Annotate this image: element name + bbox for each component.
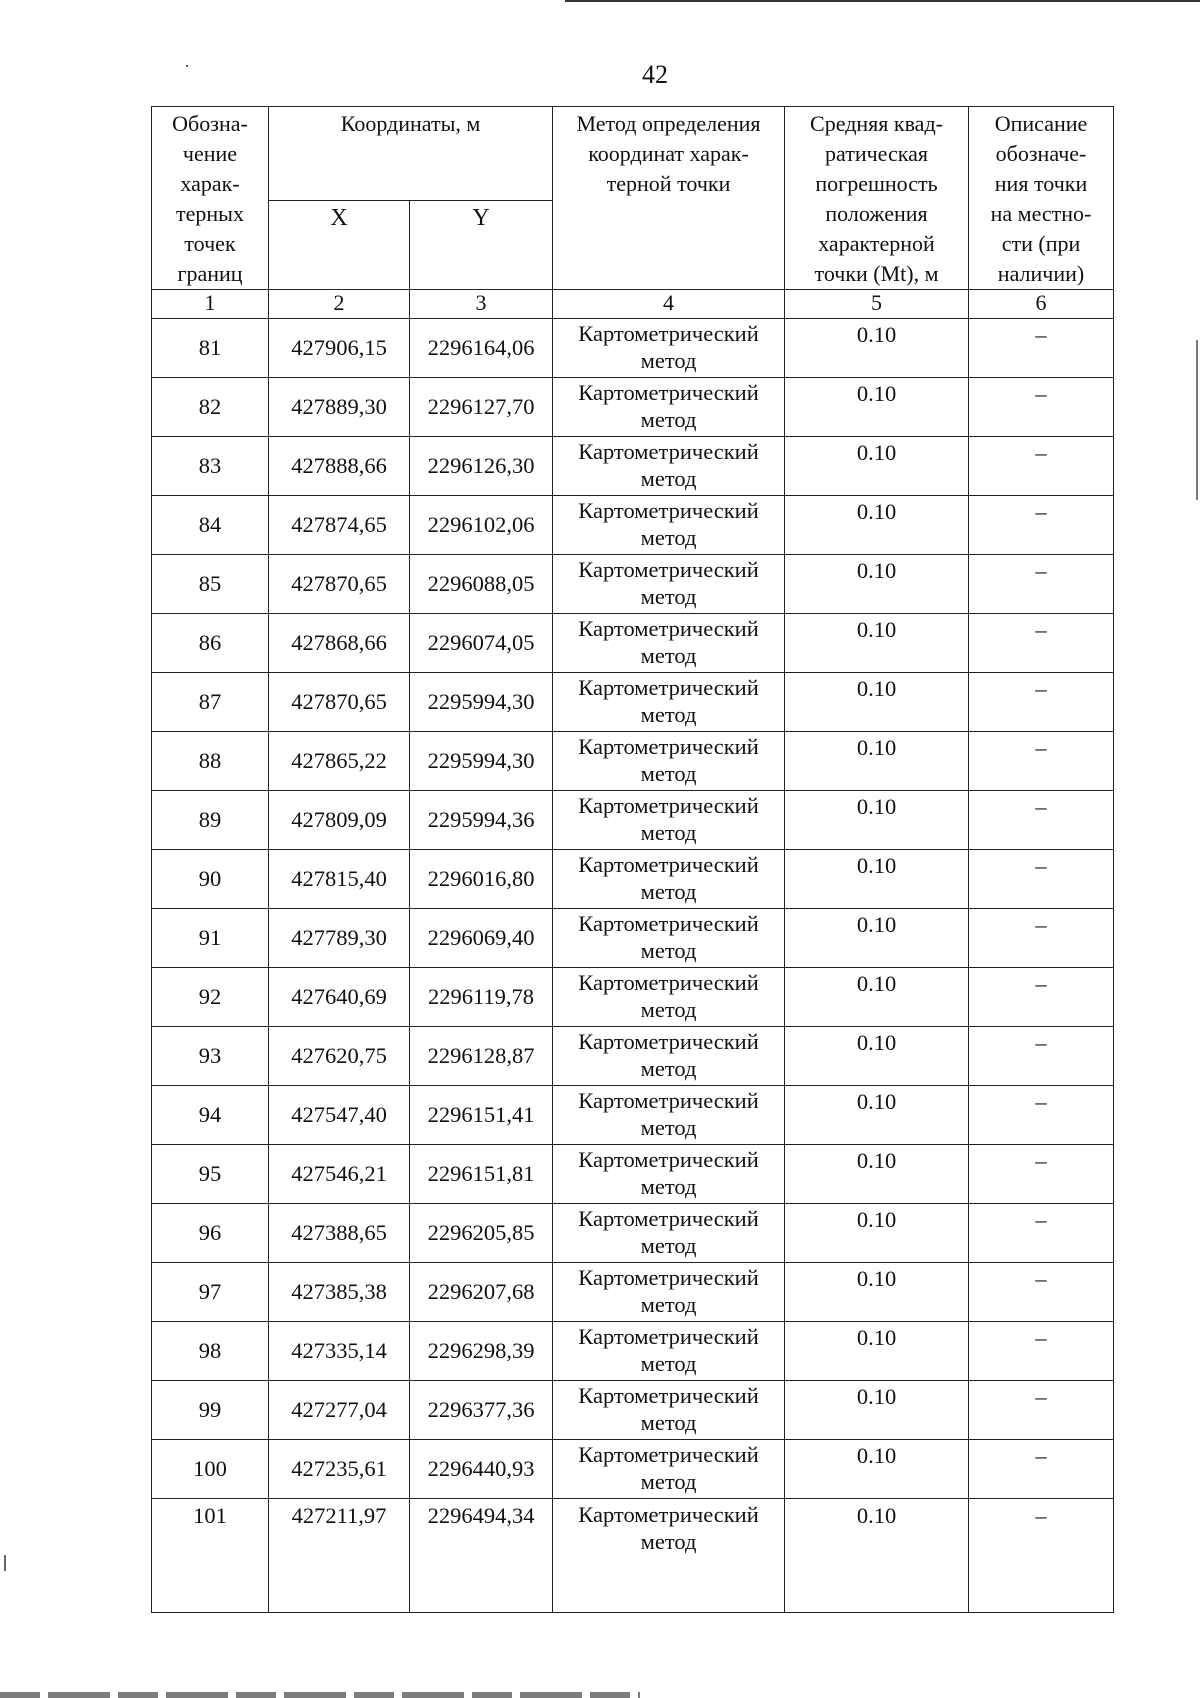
description-cell: –: [969, 1381, 1114, 1440]
description-cell: –: [969, 1204, 1114, 1263]
header-point-designation: [152, 107, 269, 290]
error-cell: 0.10: [785, 1145, 969, 1204]
y-coordinate-cell: 2296088,05: [410, 555, 553, 614]
point-number-cell: 88: [152, 732, 269, 791]
description-cell: –: [969, 1322, 1114, 1381]
scan-border-bottom: [0, 1692, 640, 1698]
error-cell: 0.10: [785, 319, 969, 378]
point-number-cell: 89: [152, 791, 269, 850]
method-cell: Картометрический метод: [553, 968, 785, 1027]
x-coordinate-cell: 427809,09: [269, 791, 410, 850]
error-cell: 0.10: [785, 555, 969, 614]
description-cell: –: [969, 1086, 1114, 1145]
table-row: [152, 732, 1114, 791]
column-number: 6: [969, 290, 1114, 319]
page-number: 42: [642, 60, 668, 89]
x-coordinate-cell: 427211,97: [269, 1499, 410, 1613]
point-number-cell: 96: [152, 1204, 269, 1263]
method-cell: Картометрический метод: [553, 1499, 785, 1613]
error-cell: 0.10: [785, 614, 969, 673]
table-row: [152, 1086, 1114, 1145]
point-number-cell: 90: [152, 850, 269, 909]
point-number-cell: 86: [152, 614, 269, 673]
y-coordinate-cell: 2296119,78: [410, 968, 553, 1027]
table-row: [152, 1204, 1114, 1263]
column-number: 4: [553, 290, 785, 319]
point-number-cell: 93: [152, 1027, 269, 1086]
error-cell: 0.10: [785, 850, 969, 909]
table-row: [152, 614, 1114, 673]
header-method: [553, 107, 785, 290]
x-coordinate-cell: 427385,38: [269, 1263, 410, 1322]
x-coordinate-cell: 427235,61: [269, 1440, 410, 1499]
point-number-cell: 91: [152, 909, 269, 968]
table-row: [152, 1499, 1114, 1613]
error-cell: 0.10: [785, 1263, 969, 1322]
y-coordinate-cell: 2296205,85: [410, 1204, 553, 1263]
error-cell: 0.10: [785, 1440, 969, 1499]
description-cell: –: [969, 614, 1114, 673]
error-cell: 0.10: [785, 791, 969, 850]
y-coordinate-cell: 2296164,06: [410, 319, 553, 378]
point-number-cell: 81: [152, 319, 269, 378]
method-cell: Картометрический метод: [553, 1086, 785, 1145]
point-number-cell: 97: [152, 1263, 269, 1322]
method-cell: Картометрический метод: [553, 1027, 785, 1086]
x-coordinate-cell: 427889,30: [269, 378, 410, 437]
table-header: [152, 107, 1114, 319]
point-number-cell: 101: [152, 1499, 269, 1613]
point-number-cell: 99: [152, 1381, 269, 1440]
description-cell: –: [969, 968, 1114, 1027]
description-cell: –: [969, 673, 1114, 732]
table-row: [152, 1027, 1114, 1086]
error-cell: 0.10: [785, 909, 969, 968]
table-body: [152, 319, 1114, 1613]
method-cell: Картометрический метод: [553, 791, 785, 850]
method-cell: Картометрический метод: [553, 555, 785, 614]
x-coordinate-cell: 427547,40: [269, 1086, 410, 1145]
description-cell: –: [969, 1440, 1114, 1499]
y-coordinate-cell: 2296074,05: [410, 614, 553, 673]
y-coordinate-cell: 2296102,06: [410, 496, 553, 555]
header-error: [785, 107, 969, 290]
point-number-cell: 94: [152, 1086, 269, 1145]
column-number: 3: [410, 290, 553, 319]
y-coordinate-cell: 2295994,30: [410, 673, 553, 732]
method-cell: Картометрический метод: [553, 1204, 785, 1263]
error-cell: 0.10: [785, 378, 969, 437]
x-coordinate-cell: 427277,04: [269, 1381, 410, 1440]
table-row: [152, 319, 1114, 378]
error-cell: 0.10: [785, 732, 969, 791]
x-coordinate-cell: 427388,65: [269, 1204, 410, 1263]
table-row: [152, 496, 1114, 555]
method-cell: Картометрический метод: [553, 1322, 785, 1381]
error-cell: 0.10: [785, 496, 969, 555]
x-coordinate-cell: 427870,65: [269, 555, 410, 614]
y-coordinate-cell: 2296298,39: [410, 1322, 553, 1381]
description-cell: –: [969, 1263, 1114, 1322]
table-row: [152, 1440, 1114, 1499]
method-cell: Картометрический метод: [553, 437, 785, 496]
point-number-cell: 83: [152, 437, 269, 496]
table-row: [152, 1322, 1114, 1381]
x-coordinate-cell: 427874,65: [269, 496, 410, 555]
column-number: 1: [152, 290, 269, 319]
error-cell: 0.10: [785, 437, 969, 496]
x-coordinate-cell: 427870,65: [269, 673, 410, 732]
method-cell: Картометрический метод: [553, 614, 785, 673]
x-coordinate-cell: 427335,14: [269, 1322, 410, 1381]
description-cell: –: [969, 496, 1114, 555]
method-cell: Картометрический метод: [553, 673, 785, 732]
description-cell: –: [969, 1499, 1114, 1613]
table-row: [152, 1381, 1114, 1440]
table-row: [152, 791, 1114, 850]
scan-border-right: [1196, 340, 1198, 500]
error-cell: 0.10: [785, 1086, 969, 1145]
table-row: [152, 378, 1114, 437]
method-cell: Картометрический метод: [553, 1381, 785, 1440]
point-number-cell: 100: [152, 1440, 269, 1499]
description-cell: –: [969, 791, 1114, 850]
point-number-cell: 98: [152, 1322, 269, 1381]
y-coordinate-cell: 2296440,93: [410, 1440, 553, 1499]
y-coordinate-cell: 2295994,36: [410, 791, 553, 850]
method-cell: Картометрический метод: [553, 496, 785, 555]
description-cell: –: [969, 850, 1114, 909]
table-row: [152, 850, 1114, 909]
method-cell: Картометрический метод: [553, 378, 785, 437]
y-coordinate-cell: 2296494,34: [410, 1499, 553, 1613]
point-number-cell: 95: [152, 1145, 269, 1204]
scan-border-top: [565, 0, 1200, 2]
x-coordinate-cell: 427620,75: [269, 1027, 410, 1086]
description-cell: –: [969, 319, 1114, 378]
table-row: [152, 968, 1114, 1027]
column-numbers-row: [152, 290, 1114, 319]
coordinates-table: [151, 106, 1114, 1613]
table-row: [152, 437, 1114, 496]
point-number-cell: 84: [152, 496, 269, 555]
method-cell: Картометрический метод: [553, 1145, 785, 1204]
scan-mark-left: [4, 1555, 6, 1571]
description-cell: –: [969, 1027, 1114, 1086]
y-coordinate-cell: 2296207,68: [410, 1263, 553, 1322]
y-coordinate-cell: 2296377,36: [410, 1381, 553, 1440]
error-cell: 0.10: [785, 1204, 969, 1263]
description-cell: –: [969, 732, 1114, 791]
error-cell: 0.10: [785, 1381, 969, 1440]
x-coordinate-cell: 427815,40: [269, 850, 410, 909]
column-number: 2: [269, 290, 410, 319]
description-cell: –: [969, 437, 1114, 496]
header-error-text: Средняя квад- ратическая погрешность положения характерной точки (Mt), м: [810, 111, 943, 286]
description-cell: –: [969, 909, 1114, 968]
error-cell: 0.10: [785, 673, 969, 732]
x-coordinate-cell: 427865,22: [269, 732, 410, 791]
table-row: [152, 1145, 1114, 1204]
description-cell: –: [969, 378, 1114, 437]
y-coordinate-cell: 2296128,87: [410, 1027, 553, 1086]
y-coordinate-cell: 2296151,41: [410, 1086, 553, 1145]
header-description: [969, 107, 1114, 290]
header-y: Y: [410, 200, 553, 289]
error-cell: 0.10: [785, 1027, 969, 1086]
description-cell: –: [969, 555, 1114, 614]
header-x: X: [269, 200, 410, 289]
x-coordinate-cell: 427906,15: [269, 319, 410, 378]
header-coordinates: Координаты, м: [269, 107, 553, 201]
table-row: [152, 909, 1114, 968]
y-coordinate-cell: 2296126,30: [410, 437, 553, 496]
method-cell: Картометрический метод: [553, 732, 785, 791]
x-coordinate-cell: 427640,69: [269, 968, 410, 1027]
header-description-text: Описание обозначе- ния точки на местно- сти (при наличии): [990, 111, 1092, 286]
method-cell: Картометрический метод: [553, 1440, 785, 1499]
error-cell: 0.10: [785, 1322, 969, 1381]
y-coordinate-cell: 2296151,81: [410, 1145, 553, 1204]
x-coordinate-cell: 427868,66: [269, 614, 410, 673]
x-coordinate-cell: 427546,21: [269, 1145, 410, 1204]
error-cell: 0.10: [785, 968, 969, 1027]
x-coordinate-cell: 427789,30: [269, 909, 410, 968]
point-number-cell: 82: [152, 378, 269, 437]
point-number-cell: 85: [152, 555, 269, 614]
method-cell: Картометрический метод: [553, 1263, 785, 1322]
y-coordinate-cell: 2296127,70: [410, 378, 553, 437]
point-number-cell: 92: [152, 968, 269, 1027]
method-cell: Картометрический метод: [553, 850, 785, 909]
description-cell: –: [969, 1145, 1114, 1204]
error-cell: 0.10: [785, 1499, 969, 1613]
y-coordinate-cell: 2296016,80: [410, 850, 553, 909]
table-row: [152, 555, 1114, 614]
point-number-cell: 87: [152, 673, 269, 732]
y-coordinate-cell: 2296069,40: [410, 909, 553, 968]
column-number: 5: [785, 290, 969, 319]
method-cell: Картометрический метод: [553, 319, 785, 378]
y-coordinate-cell: 2295994,30: [410, 732, 553, 791]
x-coordinate-cell: 427888,66: [269, 437, 410, 496]
table-row: [152, 1263, 1114, 1322]
header-method-text: Метод определения координат харак- терной точки: [576, 111, 761, 196]
table-row: [152, 673, 1114, 732]
method-cell: Картометрический метод: [553, 909, 785, 968]
header-point-designation-text: Обозна- чение харак- терных точек границ: [172, 111, 248, 286]
